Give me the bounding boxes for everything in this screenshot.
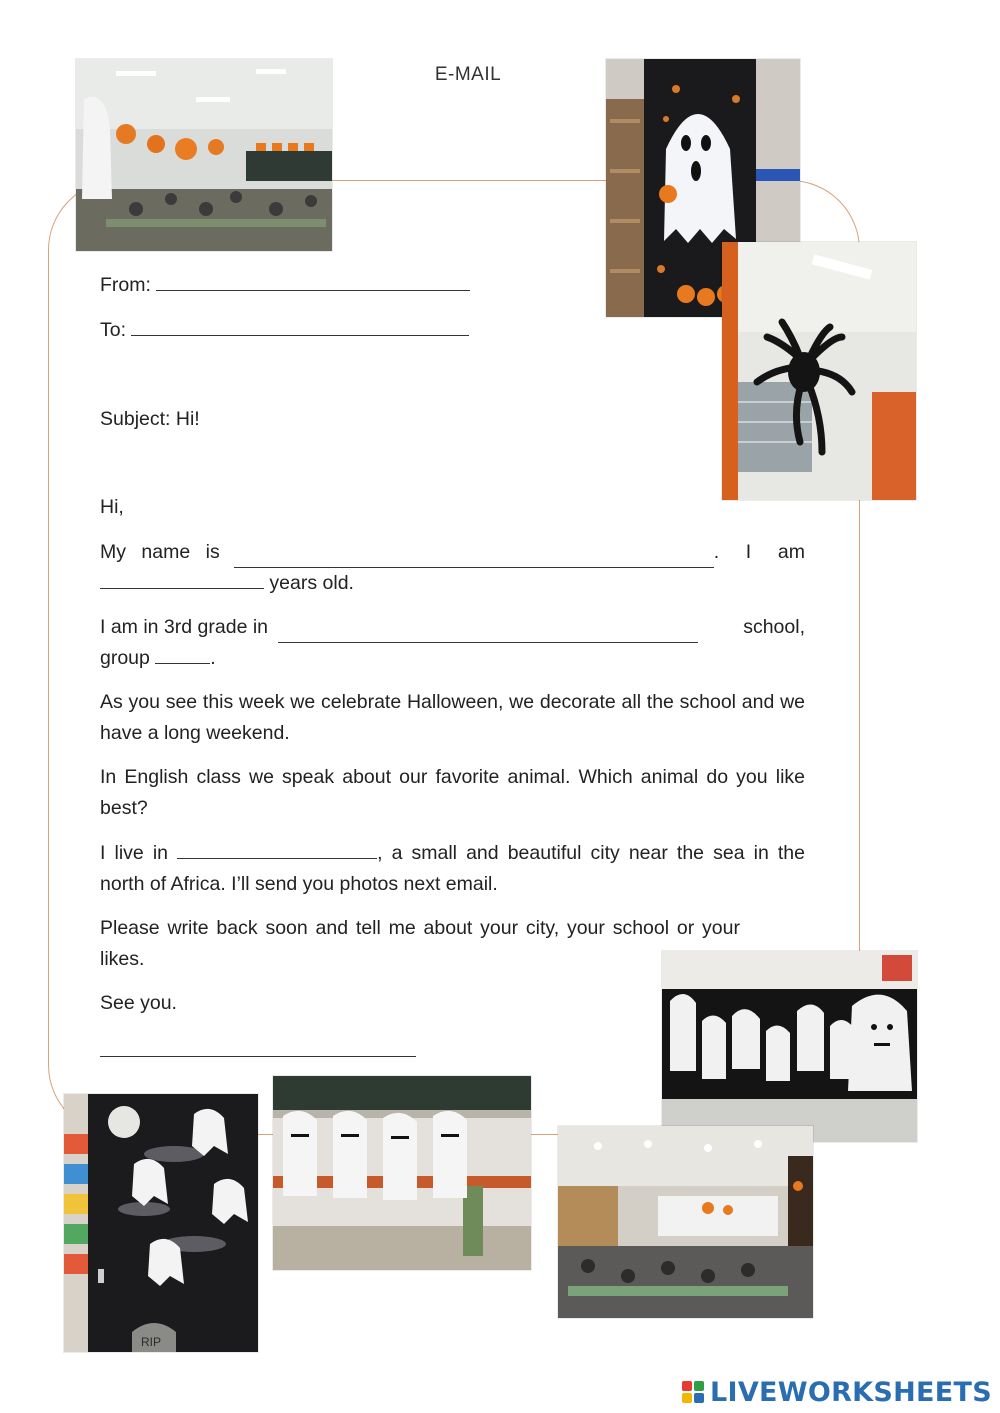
live-post: , a small and beautiful city near the sea in the north of Africa. I’ll send you photos next email. xyxy=(100,842,805,895)
age-post: years old. xyxy=(269,572,354,594)
spider-image xyxy=(722,242,916,500)
spider-photo xyxy=(722,242,916,500)
ghosts-bench-photo xyxy=(273,1076,531,1270)
name-pre: My name is xyxy=(100,541,220,563)
to-row xyxy=(100,315,805,346)
live-pre: I live in xyxy=(100,842,169,864)
paragraph-halloween: As you see this week we celebrate Halloween, we decorate all the school and we have a long weekend. xyxy=(100,691,805,744)
ghosts-wall-image xyxy=(662,951,917,1142)
rip-text: RIP xyxy=(141,1335,162,1349)
classroom-view-photo xyxy=(558,1126,813,1318)
ghosts-bench-image xyxy=(273,1076,531,1270)
classroom-pumpkins-image xyxy=(76,59,332,251)
write-back-text: Please write back soon and tell me about your city, your school or your likes. xyxy=(100,917,740,970)
school-blank[interactable] xyxy=(278,622,698,643)
name-post: . I am xyxy=(713,541,805,563)
closing: See you. xyxy=(100,992,177,1014)
paragraph-write-back xyxy=(100,913,740,975)
grade-post: school, xyxy=(743,616,805,638)
liveworksheets-logo-icon xyxy=(682,1381,704,1403)
classroom-view-image xyxy=(558,1126,813,1318)
group-pre: group xyxy=(100,647,150,669)
to-blank[interactable] xyxy=(131,315,469,336)
group-post: . xyxy=(210,647,216,669)
paragraph-english-class: In English class we speak about our favorite animal. Which animal do you like best? xyxy=(100,766,805,819)
age-blank[interactable] xyxy=(100,568,264,589)
greeting: Hi, xyxy=(100,496,124,518)
grade-row xyxy=(100,612,805,674)
liveworksheets-branding xyxy=(682,1377,992,1407)
ghosts-wall-photo xyxy=(662,951,917,1142)
to-label: To: xyxy=(100,319,127,341)
grade-pre: I am in 3rd grade in xyxy=(100,616,269,638)
ghost-moon-door-photo xyxy=(64,1094,258,1352)
name-row xyxy=(100,537,805,599)
subject-line: Subject: Hi! xyxy=(100,408,200,430)
name-blank[interactable] xyxy=(234,547,714,568)
live-row xyxy=(100,838,805,900)
page-title: E-MAIL xyxy=(434,64,502,85)
group-blank[interactable] xyxy=(155,643,210,664)
signature-blank[interactable] xyxy=(100,1056,416,1057)
ghost-moon-door-image xyxy=(64,1094,258,1352)
from-label: From: xyxy=(100,274,151,296)
city-blank[interactable] xyxy=(177,838,377,859)
classroom-pumpkins-photo xyxy=(76,59,332,251)
liveworksheets-name: LIVEWORKSHEETS xyxy=(709,1376,992,1408)
from-blank[interactable] xyxy=(156,270,470,291)
